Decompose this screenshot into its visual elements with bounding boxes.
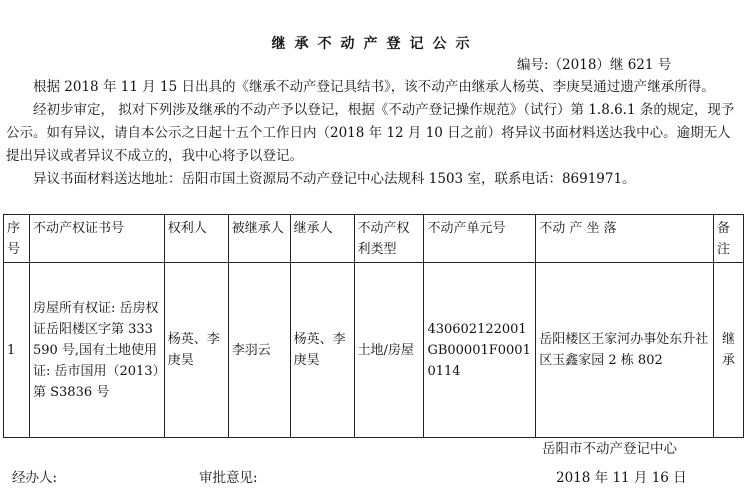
approval-label: 审批意见: [199, 470, 258, 486]
header-cell: 不动 产 坐 落 [536, 215, 714, 263]
table-header-row [4, 215, 744, 263]
header-cell: 不动产权利类型 [354, 215, 424, 263]
right-type-cell: 土地/房屋 [354, 263, 424, 438]
location-cell: 岳阳楼区王家河办事处东升社区玉鑫家园 2 栋 802 [536, 263, 714, 438]
table-row [4, 263, 744, 438]
handler-label: 经办人: [12, 470, 58, 486]
heirs-cell: 杨英、李庚昊 [290, 263, 354, 438]
issue-date: 2018 年 11 月 16 日 [556, 470, 687, 486]
header-cell: 不动产权证书号 [29, 215, 164, 263]
deceased-cell: 李羽云 [228, 263, 290, 438]
header-cell: 继承人 [290, 215, 354, 263]
paragraph-address: 异议书面材料送达地址：岳阳市国土资源局不动产登记中心法规科 1503 室，联系电话：8691971。 [33, 171, 636, 187]
remark-cell: 继承 [713, 263, 743, 438]
issuing-organization: 岳阳市不动产登记中心 [542, 441, 677, 457]
header-cell: 序号 [4, 215, 30, 263]
owner-cell: 杨英、李庚昊 [164, 263, 228, 438]
paragraph-basis: 根据 2018 年 11 月 15 日出具的《继承不动产登记具结书》，该不动产由继承人杨英、李庚昊通过遗产继承所得。 [33, 79, 715, 95]
unit-number-cell: 430602122001GB00001F00010114 [424, 263, 536, 438]
header-cell: 不动产单元号 [424, 215, 536, 263]
header-cell: 被继承人 [228, 215, 290, 263]
header-cell: 备注 [713, 215, 743, 263]
row-number-cell: 1 [4, 263, 30, 438]
certificate-cell: 房屋所有权证: 岳房权证岳阳楼区字第 333590 号,国有土地使用证: 岳市国用（2013）第 S3836 号 [29, 263, 164, 438]
header-cell: 权利人 [164, 215, 228, 263]
document-number: 编号:（2018）继 621 号 [517, 57, 672, 73]
page-title: 继承不动产登记公示 [271, 36, 479, 52]
paragraph-notice: 经初步审定， 拟对下列涉及继承的不动产予以登记，根据《不动产登记操作规范》（试行）第 1.8.6.1 条的规定，现予公示。如有异议，请自本公示之日起十五个工作日内（2018 年 12 月 10 日之前）将异议书面材料送达我中心。逾期无人提出异议或者异议不成立的，我中心将予以登记。 [6, 102, 735, 164]
registration-table [3, 214, 744, 438]
